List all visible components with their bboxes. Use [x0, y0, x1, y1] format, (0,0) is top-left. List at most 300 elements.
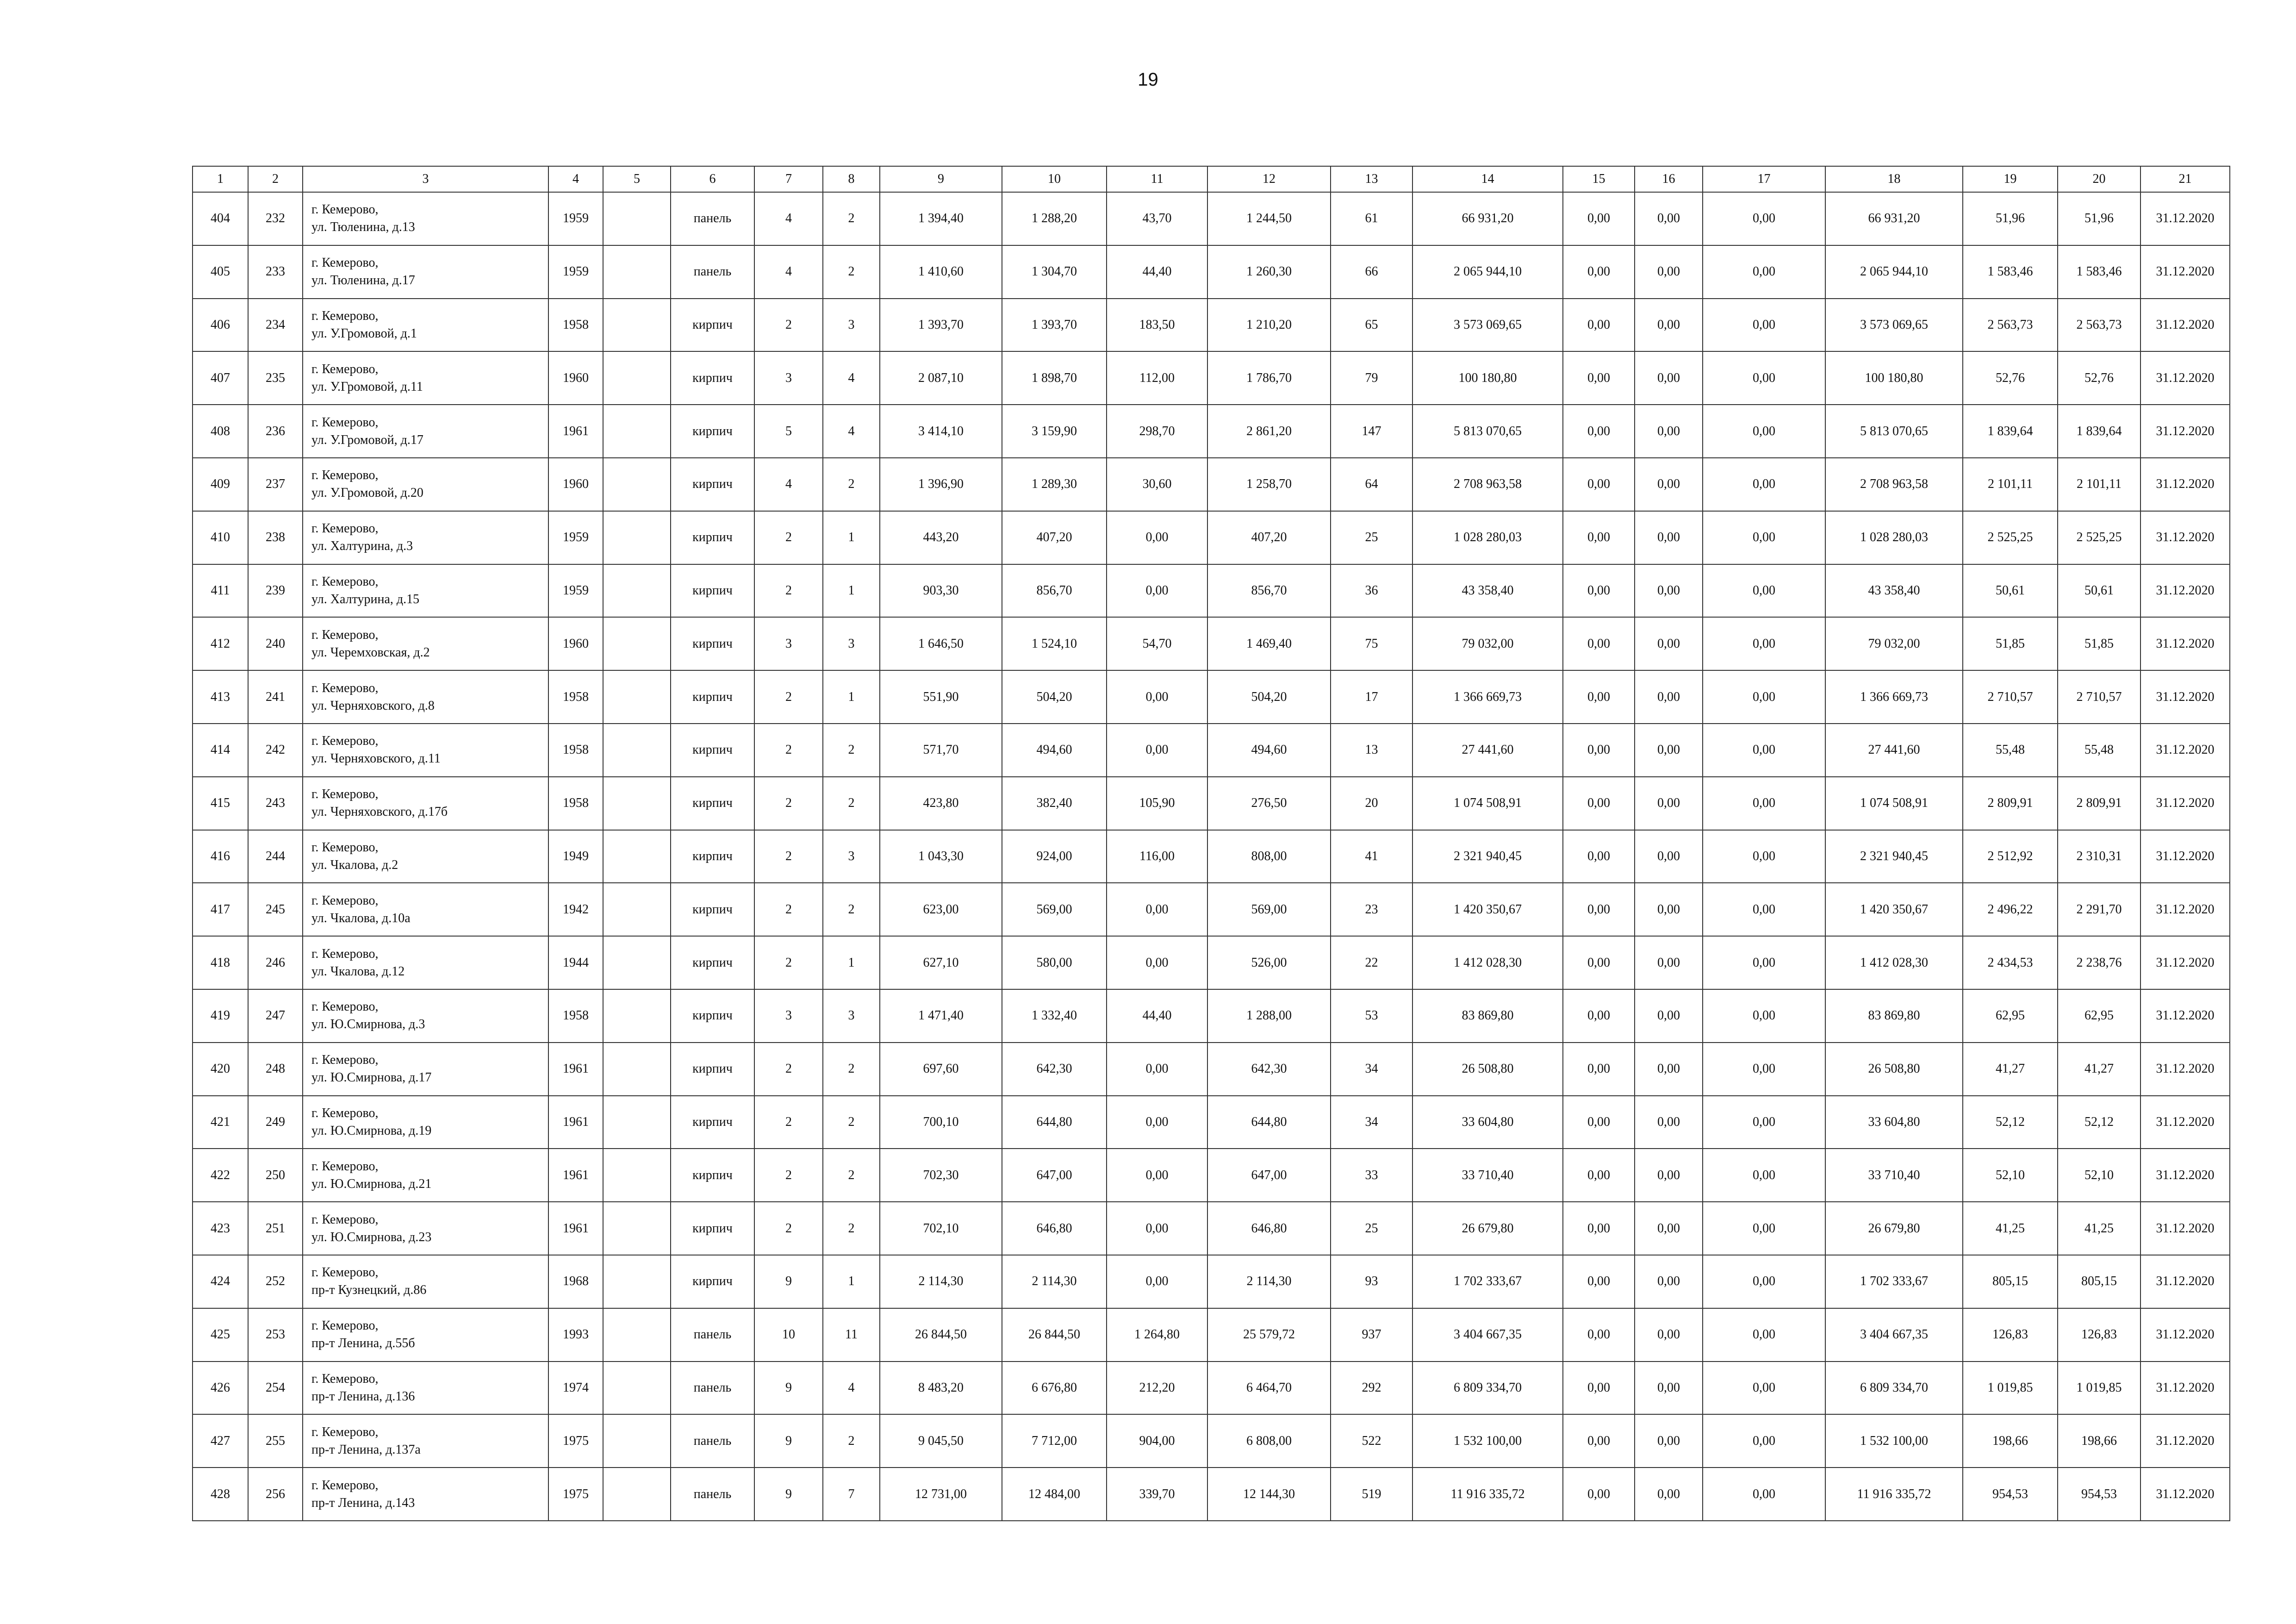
cell-col-15: 0,00 — [1563, 1149, 1635, 1202]
cell-col-21: 31.12.2020 — [2140, 1308, 2230, 1362]
cell-col-14: 2 321 940,45 — [1412, 830, 1563, 883]
cell-col-21: 31.12.2020 — [2140, 1468, 2230, 1521]
cell-col-1: 414 — [193, 724, 248, 777]
address-cell — [303, 1362, 548, 1415]
cell-col-12: 1 210,20 — [1207, 299, 1331, 352]
address-street: ул. Чкалова, д.12 — [311, 964, 405, 979]
address-street: ул. У.Громовой, д.17 — [311, 432, 423, 447]
cell-col-8: 1 — [823, 936, 880, 989]
address-city: г. Кемерово, — [311, 1053, 379, 1068]
address-city: г. Кемерово, — [311, 1478, 379, 1493]
cell-col-13: 53 — [1331, 989, 1412, 1043]
cell-col-14: 100 180,80 — [1412, 351, 1563, 405]
cell-col-10: 494,60 — [1002, 724, 1107, 777]
cell-col-17: 0,00 — [1703, 1255, 1825, 1308]
cell-col-18: 11 916 335,72 — [1825, 1468, 1963, 1521]
cell-col-11: 30,60 — [1107, 458, 1207, 511]
cell-col-11: 1 264,80 — [1107, 1308, 1207, 1362]
cell-col-12: 2 861,20 — [1207, 405, 1331, 458]
cell-col-15: 0,00 — [1563, 670, 1635, 724]
table-row — [193, 724, 2230, 777]
cell-col-18: 83 869,80 — [1825, 989, 1963, 1043]
cell-col-17: 0,00 — [1703, 724, 1825, 777]
cell-col-4: 1958 — [548, 299, 603, 352]
cell-col-17: 0,00 — [1703, 192, 1825, 245]
cell-col-1: 407 — [193, 351, 248, 405]
cell-col-12: 1 288,00 — [1207, 989, 1331, 1043]
cell-col-12: 1 260,30 — [1207, 245, 1331, 299]
cell-col-10: 26 844,50 — [1002, 1308, 1107, 1362]
cell-col-5 — [603, 830, 671, 883]
address-city: г. Кемерово, — [311, 840, 379, 855]
cell-col-21: 31.12.2020 — [2140, 299, 2230, 352]
cell-col-13: 79 — [1331, 351, 1412, 405]
cell-col-6: кирпич — [671, 883, 754, 936]
table-row — [193, 830, 2230, 883]
cell-col-1: 425 — [193, 1308, 248, 1362]
cell-col-7: 4 — [754, 245, 823, 299]
cell-col-5 — [603, 670, 671, 724]
cell-col-11: 0,00 — [1107, 936, 1207, 989]
cell-col-19: 51,96 — [1963, 192, 2058, 245]
cell-col-21: 31.12.2020 — [2140, 777, 2230, 830]
cell-col-15: 0,00 — [1563, 989, 1635, 1043]
address-street: ул. Черняховского, д.17б — [311, 805, 448, 819]
cell-col-17: 0,00 — [1703, 299, 1825, 352]
cell-col-21: 31.12.2020 — [2140, 670, 2230, 724]
cell-col-7: 5 — [754, 405, 823, 458]
address-city: г. Кемерово, — [311, 1106, 379, 1120]
cell-col-1: 410 — [193, 511, 248, 564]
address-street: ул. Ю.Смирнова, д.3 — [311, 1017, 425, 1032]
cell-col-11: 44,40 — [1107, 245, 1207, 299]
address-cell — [303, 458, 548, 511]
column-header-8: 8 — [823, 166, 880, 192]
cell-col-8: 2 — [823, 192, 880, 245]
cell-col-18: 2 065 944,10 — [1825, 245, 1963, 299]
column-header-18: 18 — [1825, 166, 1963, 192]
cell-col-10: 7 712,00 — [1002, 1414, 1107, 1468]
cell-col-9: 9 045,50 — [880, 1414, 1002, 1468]
cell-col-12: 25 579,72 — [1207, 1308, 1331, 1362]
cell-col-10: 407,20 — [1002, 511, 1107, 564]
cell-col-11: 0,00 — [1107, 511, 1207, 564]
address-cell — [303, 405, 548, 458]
cell-col-21: 31.12.2020 — [2140, 617, 2230, 670]
cell-col-18: 26 679,80 — [1825, 1202, 1963, 1255]
table-row — [193, 1149, 2230, 1202]
cell-col-7: 9 — [754, 1255, 823, 1308]
cell-col-13: 41 — [1331, 830, 1412, 883]
cell-col-5 — [603, 1149, 671, 1202]
cell-col-16: 0,00 — [1635, 883, 1703, 936]
cell-col-1: 420 — [193, 1043, 248, 1096]
cell-col-4: 1968 — [548, 1255, 603, 1308]
cell-col-1: 427 — [193, 1414, 248, 1468]
cell-col-12: 1 244,50 — [1207, 192, 1331, 245]
cell-col-1: 418 — [193, 936, 248, 989]
cell-col-9: 1 396,90 — [880, 458, 1002, 511]
cell-col-12: 856,70 — [1207, 564, 1331, 618]
cell-col-20: 954,53 — [2058, 1468, 2140, 1521]
cell-col-18: 1 412 028,30 — [1825, 936, 1963, 989]
cell-col-17: 0,00 — [1703, 1414, 1825, 1468]
cell-col-18: 1 532 100,00 — [1825, 1414, 1963, 1468]
cell-col-11: 0,00 — [1107, 883, 1207, 936]
cell-col-10: 924,00 — [1002, 830, 1107, 883]
cell-col-15: 0,00 — [1563, 458, 1635, 511]
cell-col-9: 2 087,10 — [880, 351, 1002, 405]
cell-col-4: 1942 — [548, 883, 603, 936]
cell-col-12: 808,00 — [1207, 830, 1331, 883]
address-city: г. Кемерово, — [311, 893, 379, 908]
cell-col-10: 1 332,40 — [1002, 989, 1107, 1043]
cell-col-9: 1 646,50 — [880, 617, 1002, 670]
address-cell — [303, 1149, 548, 1202]
cell-col-15: 0,00 — [1563, 1414, 1635, 1468]
cell-col-18: 3 404 667,35 — [1825, 1308, 1963, 1362]
cell-col-10: 6 676,80 — [1002, 1362, 1107, 1415]
cell-col-8: 2 — [823, 1149, 880, 1202]
cell-col-18: 5 813 070,65 — [1825, 405, 1963, 458]
cell-col-13: 22 — [1331, 936, 1412, 989]
cell-col-4: 1960 — [548, 351, 603, 405]
cell-col-5 — [603, 1414, 671, 1468]
address-city: г. Кемерово, — [311, 202, 379, 217]
cell-col-19: 52,12 — [1963, 1096, 2058, 1149]
address-street: ул. Ю.Смирнова, д.23 — [311, 1230, 432, 1244]
table-row — [193, 405, 2230, 458]
cell-col-12: 407,20 — [1207, 511, 1331, 564]
cell-col-17: 0,00 — [1703, 989, 1825, 1043]
address-street: ул. Чкалова, д.10а — [311, 911, 411, 925]
address-street: ул. Ю.Смирнова, д.17 — [311, 1070, 432, 1085]
table-row — [193, 458, 2230, 511]
cell-col-8: 2 — [823, 724, 880, 777]
cell-col-11: 339,70 — [1107, 1468, 1207, 1521]
address-cell — [303, 989, 548, 1043]
cell-col-11: 0,00 — [1107, 1255, 1207, 1308]
cell-col-8: 3 — [823, 830, 880, 883]
cell-col-15: 0,00 — [1563, 883, 1635, 936]
address-street: ул. Тюленина, д.17 — [311, 273, 415, 288]
cell-col-1: 404 — [193, 192, 248, 245]
cell-col-16: 0,00 — [1635, 1414, 1703, 1468]
cell-col-16: 0,00 — [1635, 936, 1703, 989]
cell-col-21: 31.12.2020 — [2140, 1362, 2230, 1415]
address-street: пр-т Ленина, д.137а — [311, 1442, 421, 1457]
cell-col-12: 494,60 — [1207, 724, 1331, 777]
cell-col-1: 405 — [193, 245, 248, 299]
cell-col-6: панель — [671, 1308, 754, 1362]
cell-col-18: 3 573 069,65 — [1825, 299, 1963, 352]
cell-col-21: 31.12.2020 — [2140, 724, 2230, 777]
address-city: г. Кемерово, — [311, 1265, 379, 1280]
cell-col-20: 1 583,46 — [2058, 245, 2140, 299]
cell-col-17: 0,00 — [1703, 617, 1825, 670]
cell-col-18: 6 809 334,70 — [1825, 1362, 1963, 1415]
cell-col-21: 31.12.2020 — [2140, 245, 2230, 299]
cell-col-20: 2 525,25 — [2058, 511, 2140, 564]
cell-col-15: 0,00 — [1563, 1308, 1635, 1362]
cell-col-12: 526,00 — [1207, 936, 1331, 989]
cell-col-19: 2 710,57 — [1963, 670, 2058, 724]
cell-col-11: 212,20 — [1107, 1362, 1207, 1415]
address-city: г. Кемерово, — [311, 308, 379, 323]
cell-col-7: 2 — [754, 1096, 823, 1149]
cell-col-12: 1 786,70 — [1207, 351, 1331, 405]
cell-col-16: 0,00 — [1635, 511, 1703, 564]
cell-col-4: 1958 — [548, 670, 603, 724]
cell-col-9: 903,30 — [880, 564, 1002, 618]
cell-col-6: панель — [671, 1362, 754, 1415]
address-city: г. Кемерово, — [311, 415, 379, 430]
cell-col-15: 0,00 — [1563, 511, 1635, 564]
cell-col-15: 0,00 — [1563, 724, 1635, 777]
cell-col-5 — [603, 564, 671, 618]
cell-col-17: 0,00 — [1703, 777, 1825, 830]
address-city: г. Кемерово, — [311, 1424, 379, 1439]
cell-col-2: 248 — [248, 1043, 303, 1096]
cell-col-6: кирпич — [671, 830, 754, 883]
address-cell — [303, 1255, 548, 1308]
cell-col-8: 4 — [823, 1362, 880, 1415]
cell-col-1: 416 — [193, 830, 248, 883]
cell-col-18: 1 366 669,73 — [1825, 670, 1963, 724]
cell-col-15: 0,00 — [1563, 1362, 1635, 1415]
address-cell — [303, 670, 548, 724]
table-row — [193, 1202, 2230, 1255]
cell-col-2: 250 — [248, 1149, 303, 1202]
cell-col-15: 0,00 — [1563, 192, 1635, 245]
cell-col-6: кирпич — [671, 724, 754, 777]
address-city: г. Кемерово, — [311, 681, 379, 695]
table-row — [193, 1255, 2230, 1308]
cell-col-2: 238 — [248, 511, 303, 564]
address-cell — [303, 1096, 548, 1149]
cell-col-6: кирпич — [671, 405, 754, 458]
cell-col-9: 1 471,40 — [880, 989, 1002, 1043]
cell-col-12: 6 808,00 — [1207, 1414, 1331, 1468]
cell-col-14: 33 710,40 — [1412, 1149, 1563, 1202]
column-header-3: 3 — [303, 166, 548, 192]
cell-col-9: 8 483,20 — [880, 1362, 1002, 1415]
cell-col-19: 62,95 — [1963, 989, 2058, 1043]
table-body — [193, 192, 2230, 1521]
address-cell — [303, 830, 548, 883]
cell-col-17: 0,00 — [1703, 1149, 1825, 1202]
cell-col-5 — [603, 1308, 671, 1362]
cell-col-13: 61 — [1331, 192, 1412, 245]
cell-col-6: кирпич — [671, 1043, 754, 1096]
cell-col-16: 0,00 — [1635, 351, 1703, 405]
cell-col-11: 0,00 — [1107, 1202, 1207, 1255]
cell-col-14: 26 679,80 — [1412, 1202, 1563, 1255]
address-street: ул. Тюленина, д.13 — [311, 220, 415, 235]
address-street: ул. Черняховского, д.8 — [311, 698, 435, 713]
cell-col-14: 1 420 350,67 — [1412, 883, 1563, 936]
table-row — [193, 299, 2230, 352]
cell-col-12: 6 464,70 — [1207, 1362, 1331, 1415]
table-row — [193, 1043, 2230, 1096]
cell-col-17: 0,00 — [1703, 405, 1825, 458]
cell-col-14: 79 032,00 — [1412, 617, 1563, 670]
cell-col-19: 50,61 — [1963, 564, 2058, 618]
cell-col-4: 1975 — [548, 1468, 603, 1521]
cell-col-6: панель — [671, 1414, 754, 1468]
cell-col-10: 1 898,70 — [1002, 351, 1107, 405]
cell-col-13: 519 — [1331, 1468, 1412, 1521]
cell-col-18: 1 702 333,67 — [1825, 1255, 1963, 1308]
cell-col-13: 522 — [1331, 1414, 1412, 1468]
address-city: г. Кемерово, — [311, 946, 379, 961]
cell-col-6: кирпич — [671, 1255, 754, 1308]
cell-col-12: 642,30 — [1207, 1043, 1331, 1096]
column-header-13: 13 — [1331, 166, 1412, 192]
cell-col-17: 0,00 — [1703, 1362, 1825, 1415]
cell-col-2: 241 — [248, 670, 303, 724]
column-header-6: 6 — [671, 166, 754, 192]
cell-col-8: 1 — [823, 564, 880, 618]
column-header-21: 21 — [2140, 166, 2230, 192]
cell-col-21: 31.12.2020 — [2140, 883, 2230, 936]
cell-col-16: 0,00 — [1635, 1468, 1703, 1521]
cell-col-13: 36 — [1331, 564, 1412, 618]
cell-col-18: 33 604,80 — [1825, 1096, 1963, 1149]
cell-col-20: 2 310,31 — [2058, 830, 2140, 883]
cell-col-9: 1 043,30 — [880, 830, 1002, 883]
cell-col-2: 235 — [248, 351, 303, 405]
table-row — [193, 1308, 2230, 1362]
cell-col-20: 198,66 — [2058, 1414, 2140, 1468]
cell-col-21: 31.12.2020 — [2140, 405, 2230, 458]
cell-col-13: 66 — [1331, 245, 1412, 299]
cell-col-6: кирпич — [671, 299, 754, 352]
address-street: ул. У.Громовой, д.1 — [311, 326, 417, 341]
column-header-19: 19 — [1963, 166, 2058, 192]
cell-col-15: 0,00 — [1563, 777, 1635, 830]
column-header-16: 16 — [1635, 166, 1703, 192]
cell-col-16: 0,00 — [1635, 1362, 1703, 1415]
address-city: г. Кемерово, — [311, 1212, 379, 1227]
cell-col-5 — [603, 724, 671, 777]
column-header-1: 1 — [193, 166, 248, 192]
cell-col-20: 2 238,76 — [2058, 936, 2140, 989]
cell-col-20: 52,10 — [2058, 1149, 2140, 1202]
cell-col-16: 0,00 — [1635, 617, 1703, 670]
cell-col-20: 2 563,73 — [2058, 299, 2140, 352]
table-row — [193, 936, 2230, 989]
cell-col-8: 1 — [823, 1255, 880, 1308]
cell-col-10: 382,40 — [1002, 777, 1107, 830]
address-street: ул. Халтурина, д.3 — [311, 539, 413, 554]
cell-col-7: 2 — [754, 1043, 823, 1096]
cell-col-20: 2 710,57 — [2058, 670, 2140, 724]
cell-col-13: 20 — [1331, 777, 1412, 830]
cell-col-5 — [603, 883, 671, 936]
table-row — [193, 192, 2230, 245]
cell-col-4: 1960 — [548, 458, 603, 511]
cell-col-9: 443,20 — [880, 511, 1002, 564]
cell-col-20: 1 019,85 — [2058, 1362, 2140, 1415]
address-cell — [303, 1202, 548, 1255]
address-cell — [303, 351, 548, 405]
cell-col-7: 2 — [754, 777, 823, 830]
cell-col-8: 4 — [823, 351, 880, 405]
table-row — [193, 777, 2230, 830]
cell-col-12: 276,50 — [1207, 777, 1331, 830]
cell-col-8: 11 — [823, 1308, 880, 1362]
cell-col-1: 428 — [193, 1468, 248, 1521]
cell-col-7: 10 — [754, 1308, 823, 1362]
cell-col-18: 43 358,40 — [1825, 564, 1963, 618]
cell-col-19: 2 563,73 — [1963, 299, 2058, 352]
cell-col-19: 126,83 — [1963, 1308, 2058, 1362]
cell-col-6: панель — [671, 192, 754, 245]
cell-col-7: 3 — [754, 989, 823, 1043]
address-city: г. Кемерово, — [311, 256, 379, 270]
table-row — [193, 511, 2230, 564]
cell-col-4: 1959 — [548, 511, 603, 564]
cell-col-4: 1961 — [548, 1043, 603, 1096]
cell-col-19: 2 525,25 — [1963, 511, 2058, 564]
cell-col-10: 2 114,30 — [1002, 1255, 1107, 1308]
cell-col-2: 243 — [248, 777, 303, 830]
cell-col-21: 31.12.2020 — [2140, 458, 2230, 511]
cell-col-11: 0,00 — [1107, 670, 1207, 724]
cell-col-11: 298,70 — [1107, 405, 1207, 458]
cell-col-2: 244 — [248, 830, 303, 883]
cell-col-20: 50,61 — [2058, 564, 2140, 618]
cell-col-17: 0,00 — [1703, 883, 1825, 936]
address-cell — [303, 883, 548, 936]
address-city: г. Кемерово, — [311, 999, 379, 1014]
cell-col-5 — [603, 989, 671, 1043]
cell-col-4: 1959 — [548, 192, 603, 245]
cell-col-2: 240 — [248, 617, 303, 670]
cell-col-4: 1959 — [548, 564, 603, 618]
cell-col-9: 700,10 — [880, 1096, 1002, 1149]
cell-col-6: кирпич — [671, 458, 754, 511]
cell-col-10: 647,00 — [1002, 1149, 1107, 1202]
cell-col-17: 0,00 — [1703, 511, 1825, 564]
cell-col-16: 0,00 — [1635, 1043, 1703, 1096]
cell-col-13: 292 — [1331, 1362, 1412, 1415]
cell-col-5 — [603, 299, 671, 352]
cell-col-16: 0,00 — [1635, 1096, 1703, 1149]
cell-col-20: 41,27 — [2058, 1043, 2140, 1096]
cell-col-7: 2 — [754, 670, 823, 724]
cell-col-20: 1 839,64 — [2058, 405, 2140, 458]
cell-col-9: 551,90 — [880, 670, 1002, 724]
cell-col-7: 4 — [754, 458, 823, 511]
cell-col-17: 0,00 — [1703, 830, 1825, 883]
cell-col-4: 1949 — [548, 830, 603, 883]
cell-col-2: 253 — [248, 1308, 303, 1362]
cell-col-2: 236 — [248, 405, 303, 458]
cell-col-15: 0,00 — [1563, 564, 1635, 618]
cell-col-21: 31.12.2020 — [2140, 989, 2230, 1043]
cell-col-11: 0,00 — [1107, 1096, 1207, 1149]
address-city: г. Кемерово, — [311, 574, 379, 589]
cell-col-13: 34 — [1331, 1043, 1412, 1096]
cell-col-2: 245 — [248, 883, 303, 936]
table-row — [193, 1362, 2230, 1415]
cell-col-11: 183,50 — [1107, 299, 1207, 352]
cell-col-19: 2 101,11 — [1963, 458, 2058, 511]
column-header-10: 10 — [1002, 166, 1107, 192]
address-cell — [303, 564, 548, 618]
